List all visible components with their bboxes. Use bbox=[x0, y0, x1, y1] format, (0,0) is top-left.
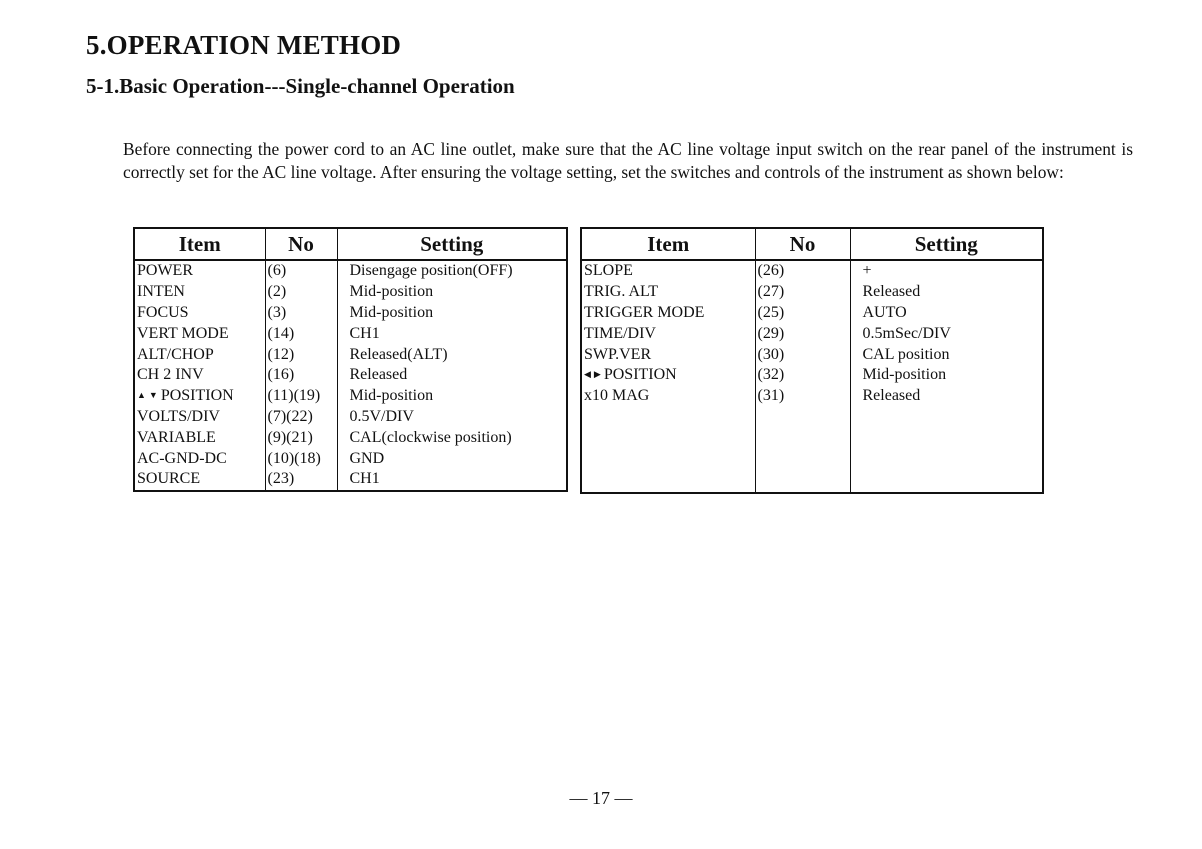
settings-table-right bbox=[580, 227, 1044, 494]
table-row bbox=[581, 260, 1043, 282]
left-right-arrows-icon: ◀▶ bbox=[584, 369, 604, 380]
item-cell: CH 2 INV bbox=[137, 366, 204, 384]
no-cell: (3) bbox=[265, 303, 337, 324]
table-row bbox=[134, 323, 567, 344]
no-cell: (11)(19) bbox=[265, 386, 337, 407]
setting-cell: AUTO bbox=[850, 303, 1043, 324]
empty-cell bbox=[755, 407, 850, 493]
empty-row bbox=[581, 407, 1043, 493]
table-row bbox=[134, 469, 567, 491]
setting-cell: Mid-position bbox=[337, 303, 567, 324]
no-cell: (27) bbox=[755, 282, 850, 303]
item-label: POSITION bbox=[603, 366, 677, 384]
no-cell: (25) bbox=[755, 303, 850, 324]
no-cell: (31) bbox=[755, 386, 850, 407]
subsection-heading: 5-1.Basic Operation---Single-channel Operation bbox=[86, 74, 515, 98]
column-header-setting: Setting bbox=[337, 228, 567, 260]
item-cell: VOLTS/DIV bbox=[137, 407, 220, 425]
column-header-item: Item bbox=[581, 228, 755, 260]
no-cell: (9)(21) bbox=[265, 427, 337, 448]
table-row bbox=[134, 303, 567, 324]
setting-cell: Released(ALT) bbox=[337, 344, 567, 365]
item-cell: POWER bbox=[137, 262, 193, 280]
table-row bbox=[581, 323, 1043, 344]
setting-cell: Mid-position bbox=[337, 386, 567, 407]
table-row bbox=[134, 282, 567, 303]
table-row bbox=[134, 386, 567, 407]
item-cell: TIME/DIV bbox=[584, 324, 656, 342]
page-number: — 17 — bbox=[569, 788, 633, 808]
empty-cell bbox=[581, 407, 755, 493]
setting-cell: 0.5mSec/DIV bbox=[850, 323, 1043, 344]
settings-table-left bbox=[133, 227, 568, 492]
item-cell: SOURCE bbox=[137, 470, 201, 488]
item-cell: FOCUS bbox=[137, 303, 189, 321]
setting-cell: CAL position bbox=[850, 344, 1043, 365]
no-cell: (30) bbox=[755, 344, 850, 365]
table-row bbox=[581, 386, 1043, 407]
item-cell: AC-GND-DC bbox=[137, 449, 227, 467]
column-header-setting: Setting bbox=[850, 228, 1043, 260]
item-cell: VARIABLE bbox=[137, 428, 216, 446]
no-cell: (6) bbox=[265, 260, 337, 282]
setting-cell: Released bbox=[337, 365, 567, 386]
intro-paragraph: Before connecting the power cord to an AC line outlet, make sure that the AC line voltage input switch on the rear panel of the instrument is correctly set for the AC line voltage. After ensuring the voltage setting, set the switches and controls of the instrument as shown below: bbox=[123, 139, 1133, 182]
setting-cell: GND bbox=[337, 448, 567, 469]
table-row bbox=[581, 282, 1043, 303]
table-row bbox=[134, 344, 567, 365]
item-cell: SLOPE bbox=[584, 262, 633, 280]
item-cell: TRIG. ALT bbox=[584, 283, 659, 301]
column-header-no: No bbox=[265, 228, 337, 260]
column-header-item: Item bbox=[134, 228, 265, 260]
column-header-no: No bbox=[755, 228, 850, 260]
no-cell: (10)(18) bbox=[265, 448, 337, 469]
table-row bbox=[581, 344, 1043, 365]
setting-cell: CH1 bbox=[337, 323, 567, 344]
no-cell: (23) bbox=[265, 469, 337, 491]
item-cell: SWP.VER bbox=[584, 345, 652, 363]
no-cell: (26) bbox=[755, 260, 850, 282]
up-down-arrows-icon: ▲▼ bbox=[137, 390, 161, 401]
no-cell: (32) bbox=[755, 365, 850, 386]
setting-cell: Released bbox=[850, 282, 1043, 303]
no-cell: (12) bbox=[265, 344, 337, 365]
setting-cell: Disengage position(OFF) bbox=[337, 260, 567, 282]
table-row bbox=[134, 448, 567, 469]
no-cell: (7)(22) bbox=[265, 407, 337, 428]
section-heading: 5.OPERATION METHOD bbox=[86, 30, 402, 60]
no-cell: (2) bbox=[265, 282, 337, 303]
table-row bbox=[134, 407, 567, 428]
no-cell: (16) bbox=[265, 365, 337, 386]
item-cell bbox=[581, 365, 755, 386]
setting-cell: Mid-position bbox=[850, 365, 1043, 386]
table-row bbox=[581, 365, 1043, 386]
item-cell: TRIGGER MODE bbox=[584, 303, 705, 321]
item-cell: INTEN bbox=[137, 283, 185, 301]
item-label: POSITION bbox=[160, 387, 234, 405]
table-row bbox=[134, 365, 567, 386]
item-cell bbox=[134, 386, 265, 407]
item-cell: ALT/CHOP bbox=[137, 345, 214, 363]
empty-cell bbox=[850, 407, 1043, 493]
setting-cell: Mid-position bbox=[337, 282, 567, 303]
no-cell: (29) bbox=[755, 323, 850, 344]
item-cell: VERT MODE bbox=[137, 324, 229, 342]
setting-cell: Released bbox=[850, 386, 1043, 407]
table-row bbox=[581, 303, 1043, 324]
item-cell: x10 MAG bbox=[584, 387, 650, 405]
setting-cell: CAL(clockwise position) bbox=[337, 427, 567, 448]
no-cell: (14) bbox=[265, 323, 337, 344]
table-row bbox=[134, 260, 567, 282]
setting-cell: + bbox=[850, 260, 1043, 282]
setting-cell: 0.5V/DIV bbox=[337, 407, 567, 428]
table-row bbox=[134, 427, 567, 448]
setting-cell: CH1 bbox=[337, 469, 567, 491]
